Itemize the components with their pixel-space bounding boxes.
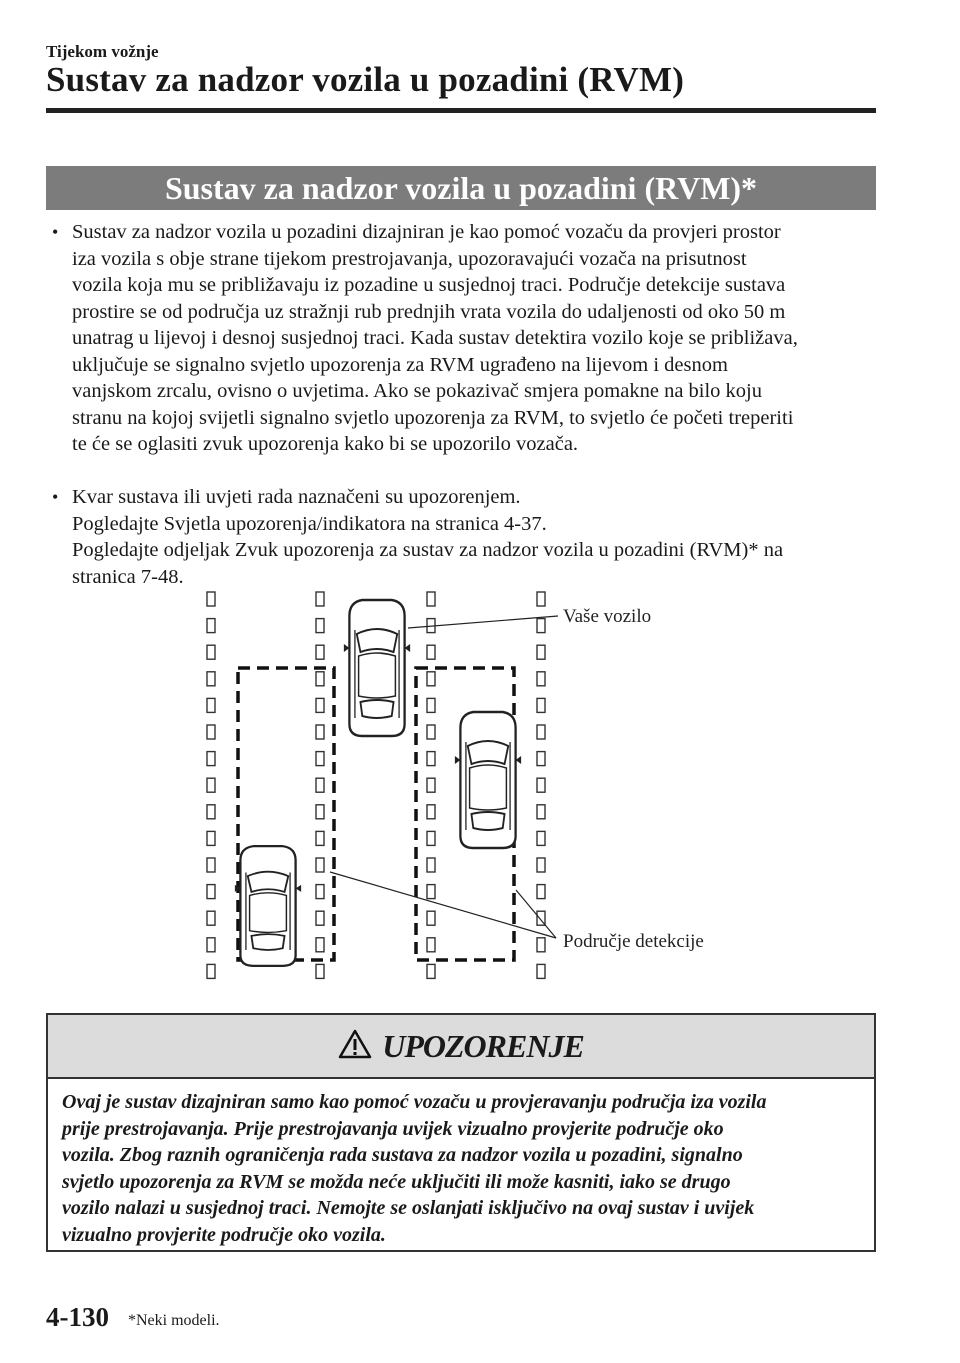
- lane-marker: [316, 831, 324, 845]
- lane-marker: [207, 698, 215, 712]
- lane-marker: [207, 964, 215, 978]
- lane-marker: [207, 911, 215, 925]
- page-title: Sustav za nadzor vozila u pozadini (RVM): [46, 60, 685, 99]
- lane-marker: [316, 619, 324, 633]
- leader-line: [330, 872, 556, 938]
- bullet-item: [46, 219, 876, 458]
- lane-marker: [316, 938, 324, 952]
- bullet-icon: •: [52, 487, 59, 507]
- warning-header: [48, 1015, 874, 1079]
- lane-marker: [427, 645, 435, 659]
- rvm-diagram: [190, 580, 750, 990]
- lane-marker: [537, 619, 545, 633]
- title-rule: [46, 108, 876, 113]
- lane-marker: [537, 698, 545, 712]
- lane-marker: [427, 885, 435, 899]
- paragraph-line: Sustav za nadzor vozila u pozadini dizajniran je kao pomoć vozaču da provjeri prostor: [72, 221, 781, 243]
- lane-marker: [207, 805, 215, 819]
- label-detection-area: Područje detekcije: [563, 931, 704, 952]
- lane-marker: [207, 885, 215, 899]
- warning-line: svjetlo upozorenja za RVM se možda neće uključiti ili može kasniti, iako se drugo: [62, 1170, 731, 1193]
- lane-marker: [207, 725, 215, 739]
- lane-marker: [316, 885, 324, 899]
- warning-line: Ovaj je sustav dizajniran samo kao pomoć vozaču u provjeravanju područja iza vozila: [62, 1091, 767, 1113]
- lane-marker: [207, 619, 215, 633]
- lane-marker: [427, 938, 435, 952]
- lane-marker: [207, 831, 215, 845]
- paragraph-line: Kvar sustava ili uvjeti rada naznačeni su upozorenjem.: [72, 486, 521, 508]
- lane-marker: [537, 805, 545, 819]
- lane-marker: [207, 938, 215, 952]
- warning-line: vozila. Zbog raznih ograničenja rada sustava za nadzor vozila u pozadini, signalno: [62, 1144, 743, 1166]
- paragraph-line: unatrag u lijevoj i desnoj susjednoj traci. Kada sustav detektira vozilo koje se približava,: [72, 327, 798, 349]
- lane-marker: [537, 778, 545, 792]
- lane-marker: [427, 672, 435, 686]
- leader-line: [516, 890, 556, 938]
- lane-marker: [427, 725, 435, 739]
- leader-line: [408, 616, 558, 628]
- paragraph-line: vozila koja mu se približavaju iz pozadine u susjednoj traci. Područje detekcije sustava: [72, 274, 786, 296]
- page-number: 4-130: [46, 1302, 109, 1332]
- lane-marker: [537, 752, 545, 766]
- lane-marker: [427, 752, 435, 766]
- lane-marker: [537, 592, 545, 606]
- lane-marker: [427, 592, 435, 606]
- paragraph-line: Pogledajte odjeljak Zvuk upozorenja za sustav za nadzor vozila u pozadini (RVM)* na: [72, 539, 784, 561]
- footnote: *Neki modeli.: [128, 1312, 220, 1329]
- warning-body: [62, 1089, 862, 1248]
- paragraph-line: iza vozila s obje strane tijekom prestrojavanja, upozoravajući vozača na prisutnost: [72, 247, 747, 270]
- lane-marker: [207, 592, 215, 606]
- warning-line: vizualno provjerite područje oko vozila.: [62, 1223, 386, 1246]
- warning-box: [46, 1013, 876, 1252]
- vehicle-left-lane-icon: [235, 846, 301, 966]
- warning-triangle-icon: [338, 1029, 372, 1059]
- bullet-icon: •: [52, 222, 59, 242]
- paragraph-line: stranu na kojoj svijetli signalno svjetlo upozorenja za RVM, to svjetlo će početi treperiti: [72, 406, 794, 429]
- section-banner: Sustav za nadzor vozila u pozadini (RVM)*: [46, 166, 876, 210]
- paragraph-line: vanjskom zrcalu, ovisno o uvjetima. Ako se pokazivač smjera pomakne na bilo koju: [72, 380, 763, 402]
- paragraph-line: Pogledajte Svjetla upozorenja/indikatora na stranica 4-37.: [72, 512, 547, 535]
- breadcrumb: Tijekom vožnje: [46, 42, 159, 61]
- lane-marker: [316, 964, 324, 978]
- lane-marker: [316, 858, 324, 872]
- vehicle-right-lane-icon: [455, 712, 521, 848]
- lane-marker: [537, 725, 545, 739]
- lane-marker: [537, 858, 545, 872]
- paragraph-line: te će se oglasiti zvuk upozorenja kako bi se upozorilo vozača.: [72, 433, 579, 455]
- lane-marker: [537, 885, 545, 899]
- lane-marker: [207, 778, 215, 792]
- lane-marker: [427, 698, 435, 712]
- lane-marker: [427, 805, 435, 819]
- lane-marker: [316, 672, 324, 686]
- lane-marker: [537, 938, 545, 952]
- lane-marker: [316, 645, 324, 659]
- lane-marker: [427, 911, 435, 925]
- lane-marker: [427, 858, 435, 872]
- bullet-item: [46, 484, 876, 590]
- your-vehicle-icon: [344, 600, 410, 736]
- label-your-vehicle: Vaše vozilo: [563, 606, 652, 627]
- lane-marker: [316, 911, 324, 925]
- lane-marker: [316, 698, 324, 712]
- lane-marker: [316, 752, 324, 766]
- lane-marker: [207, 645, 215, 659]
- lane-marker: [537, 964, 545, 978]
- lane-marker: [537, 831, 545, 845]
- lane-marker: [427, 831, 435, 845]
- paragraph-line: uključuje se signalno svjetlo upozorenja za RVM ugrađeno na lijevom i desnom: [72, 353, 728, 376]
- lane-marker: [207, 858, 215, 872]
- lane-marker: [537, 672, 545, 686]
- lane-marker: [427, 778, 435, 792]
- lane-marker: [207, 752, 215, 766]
- lane-marker: [537, 645, 545, 659]
- warning-line: vozilo nalazi u susjednoj traci. Nemojte se oslanjati isključivo na ovaj sustav i uvijek: [62, 1197, 755, 1219]
- warning-title: UPOZORENJE: [382, 1028, 584, 1064]
- lane-marker: [316, 805, 324, 819]
- lane-marker: [316, 725, 324, 739]
- lane-marker: [427, 964, 435, 978]
- lane-marker: [316, 592, 324, 606]
- paragraph-line: stranica 7-48.: [72, 565, 184, 588]
- lane-marker: [316, 778, 324, 792]
- lane-marker: [207, 672, 215, 686]
- paragraph-line: prostire se od područja uz stražnji rub prednjih vrata vozila do udaljenosti od oko 50 m: [72, 300, 786, 323]
- warning-line: prije prestrojavanja. Prije prestrojavanja uvijek vizualno provjerite područje oko: [62, 1117, 724, 1140]
